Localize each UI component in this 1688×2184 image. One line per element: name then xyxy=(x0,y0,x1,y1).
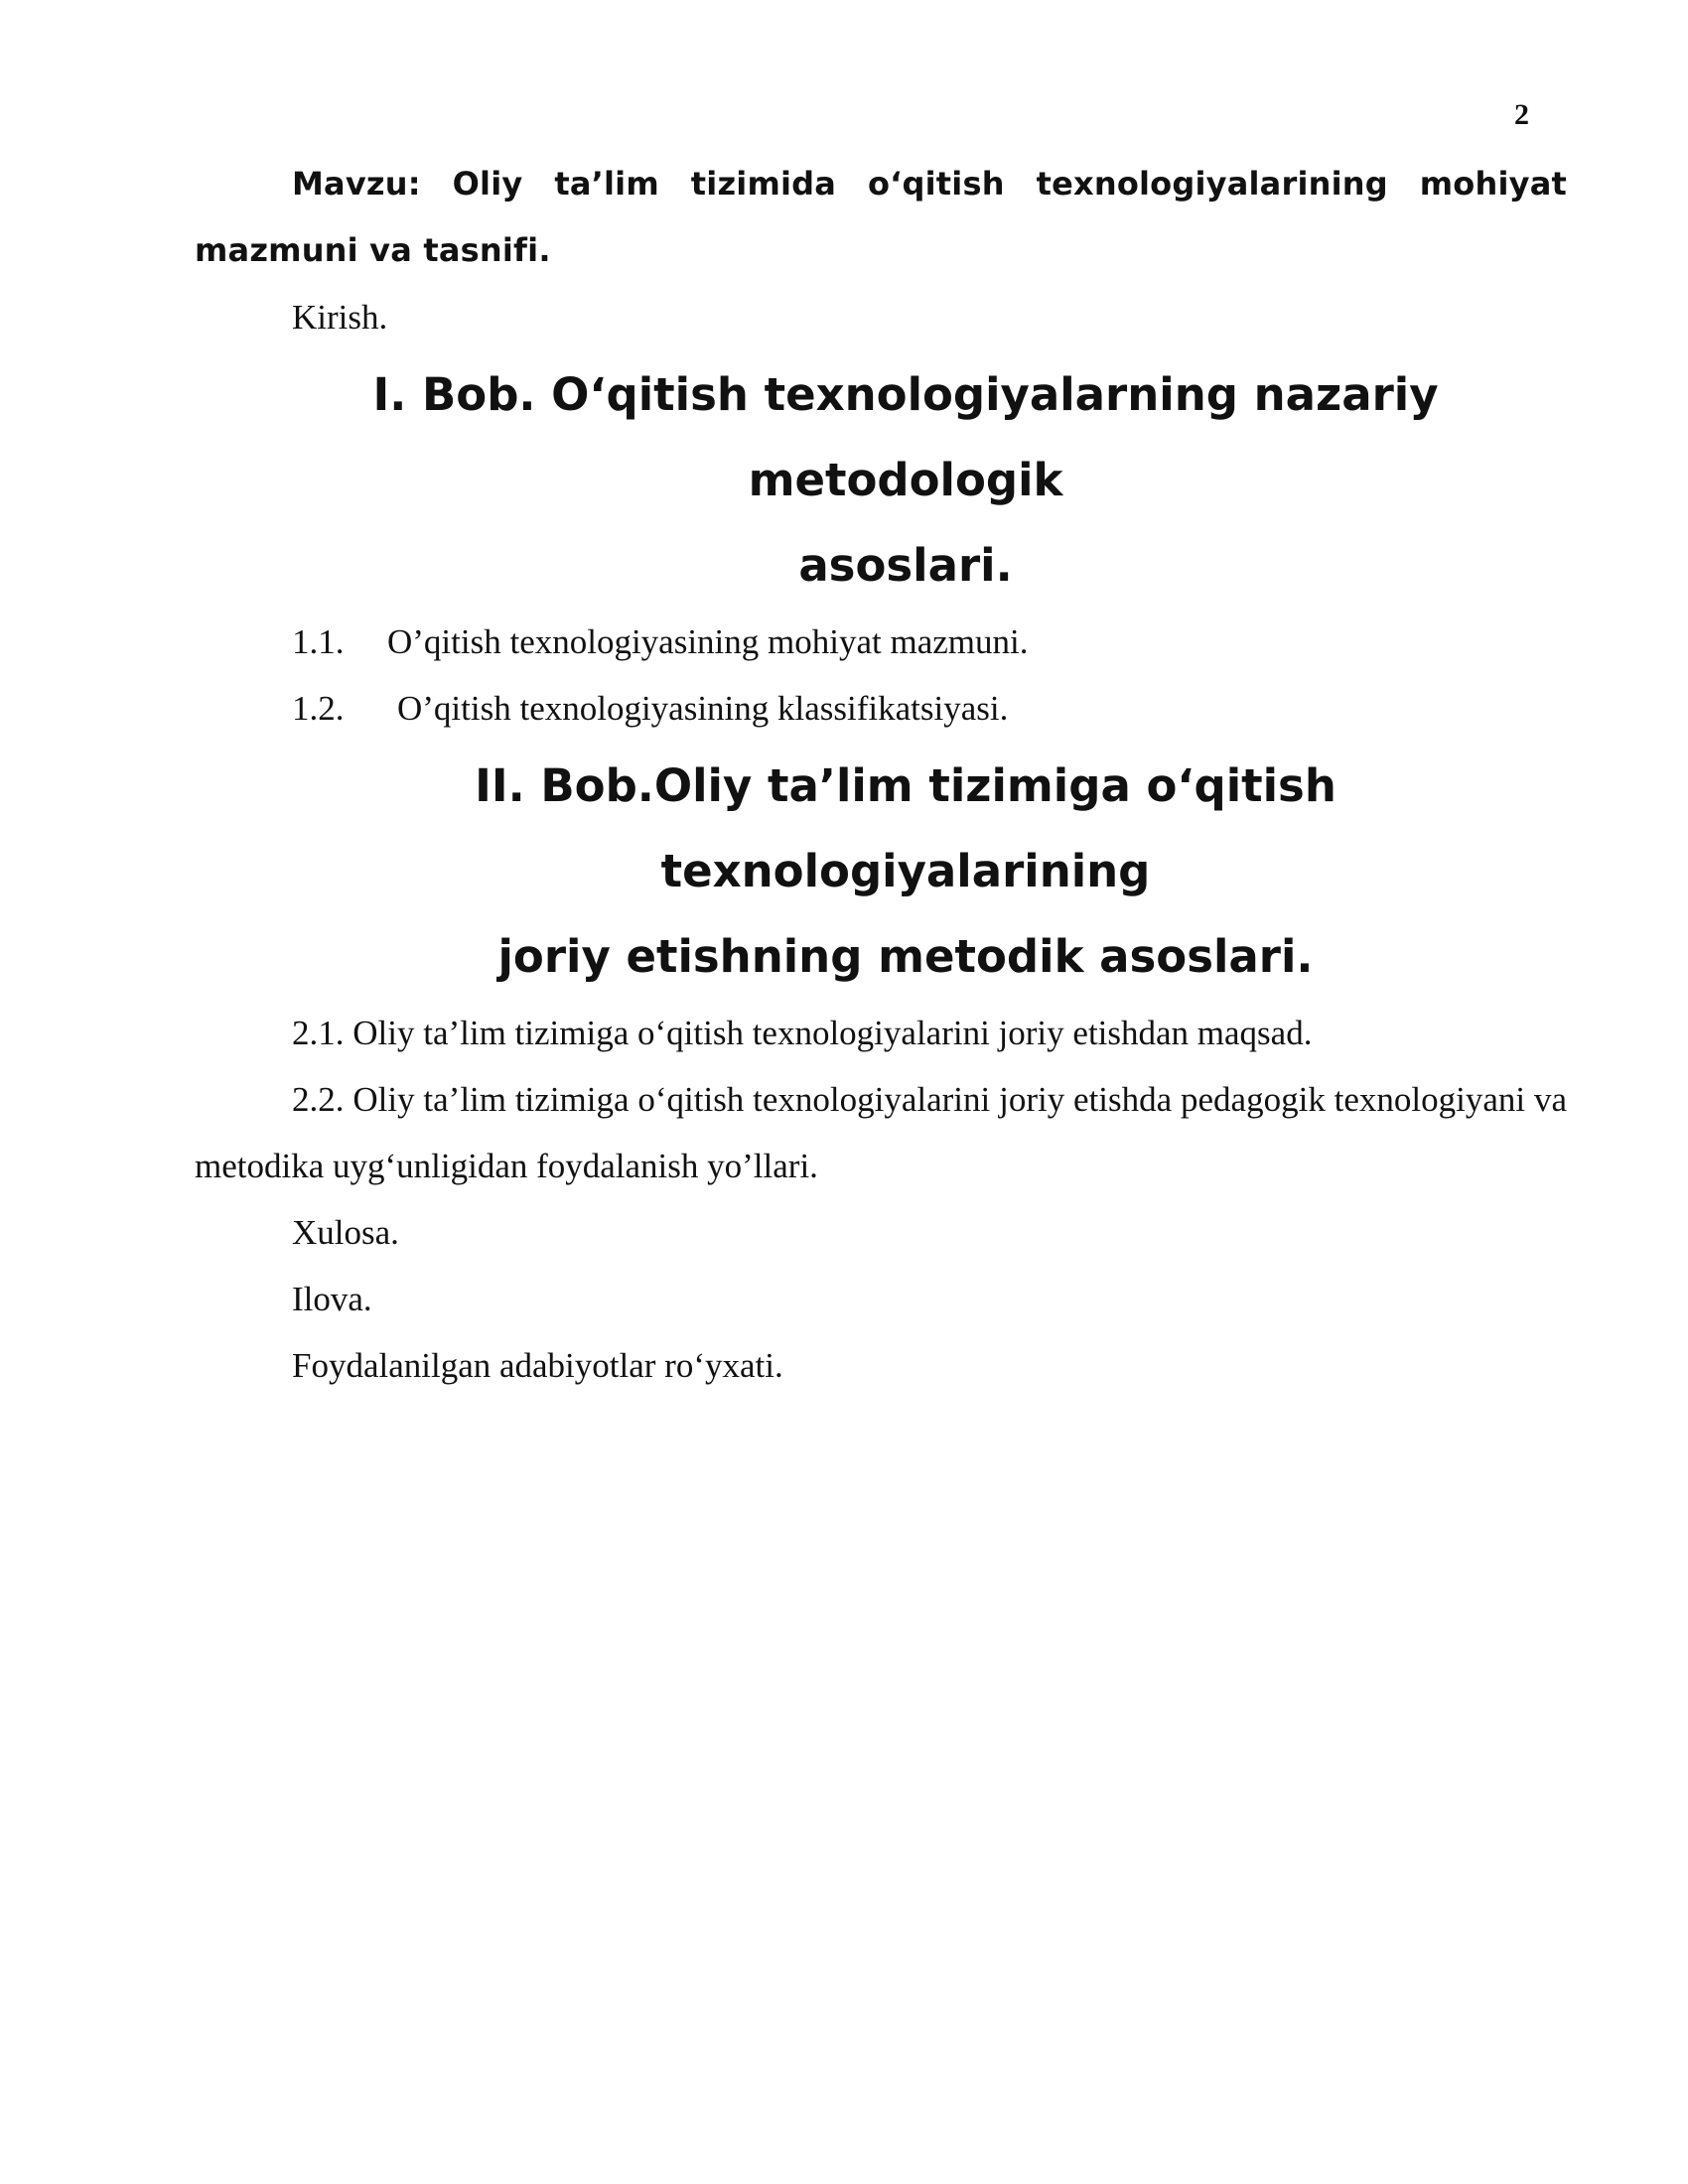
section-1-1-number: 1.1. xyxy=(292,622,345,661)
section-1-2-title: O’qitish texnologiyasining klassifikatsiyasi. xyxy=(397,689,1009,728)
chapter-1-line-2: asoslari. xyxy=(798,539,1013,592)
section-1-1-entry xyxy=(195,609,1567,675)
appendix-entry: Ilova. xyxy=(292,1280,372,1318)
chapter-1-heading xyxy=(195,350,1567,609)
table-of-contents xyxy=(195,151,1567,1399)
topic-title: Oliy ta’lim tizimida o‘qitish texnologiyalarining mohiyat mazmuni va tasnifi. xyxy=(195,165,1567,269)
section-1-2-entry xyxy=(195,675,1567,742)
chapter-1-line-1: I. Bob. O‘qitish texnologiyalarning nazariy metodologik xyxy=(372,368,1439,506)
references-entry: Foydalanilgan adabiyotlar ro‘yxati. xyxy=(292,1346,783,1385)
chapter-2-line-1: II. Bob.Oliy ta’lim tizimiga o‘qitish texnologiyalarining xyxy=(475,759,1336,897)
conclusion-entry: Xulosa. xyxy=(292,1213,399,1252)
intro-entry: Kirish. xyxy=(292,298,388,337)
page-number: 2 xyxy=(1514,98,1529,131)
section-1-2-number: 1.2. xyxy=(292,689,345,728)
section-2-1-entry: 2.1. Oliy ta’lim tizimiga o‘qitish texnologiyalarini joriy etishdan maqsad. xyxy=(292,1014,1313,1052)
chapter-2-heading xyxy=(195,742,1567,1000)
section-2-2-entry: 2.2. Oliy ta’lim tizimiga o‘qitish texnologiyalarini joriy etishda pedagogik texnologiyani va metodika uyg‘unligidan foydalanish yo’llari. xyxy=(195,1080,1567,1185)
chapter-2-line-2: joriy etishning metodik asoslari. xyxy=(497,930,1314,983)
topic-heading xyxy=(195,151,1567,284)
topic-label: Mavzu: xyxy=(292,165,421,203)
section-1-1-title: O’qitish texnologiyasining mohiyat mazmuni. xyxy=(387,622,1029,661)
